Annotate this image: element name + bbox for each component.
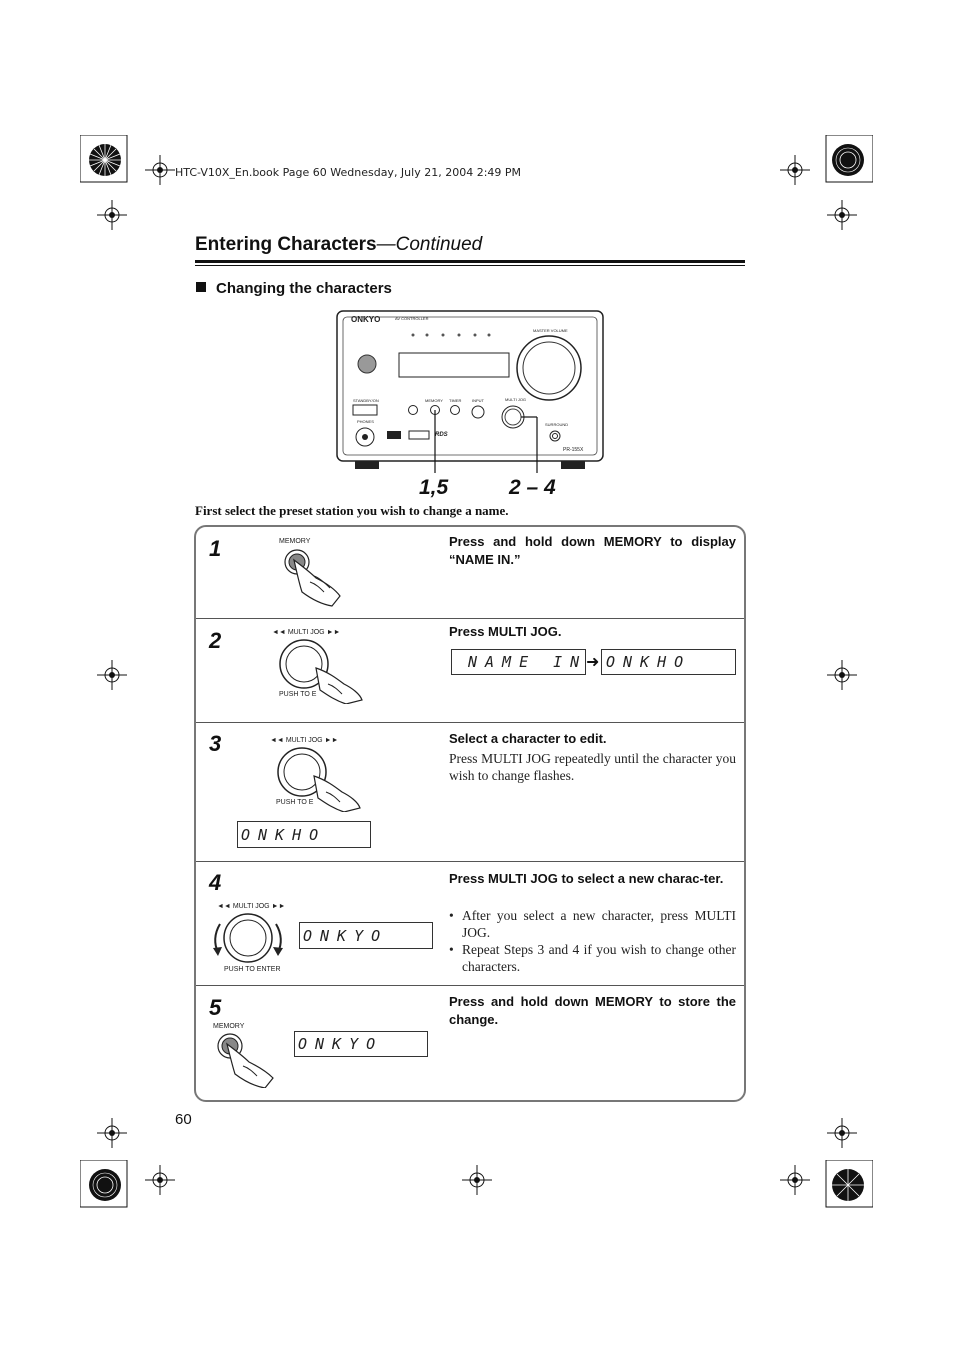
step4-bullet-2 [449, 941, 736, 975]
step2-lcd-after-text: ONKHO [606, 653, 692, 671]
step3-multijog-text: MULTI JOG [285, 737, 323, 744]
crosshair-mark-10 [462, 1165, 492, 1195]
registration-mark-top-left [80, 135, 130, 185]
step4-multijog-label: ◄◄ MULTI JOG ►► [217, 903, 286, 910]
page-title [195, 234, 482, 256]
page-title-continued: —Continued [376, 234, 483, 255]
step4-rotate-jog-icon [210, 910, 290, 966]
step-separator-2 [196, 722, 744, 723]
crosshair-mark-3 [97, 200, 127, 230]
device-memory-label: MEMORY [425, 398, 443, 403]
device-model-label: PR-155X [563, 447, 584, 453]
step-separator-4 [196, 985, 744, 986]
device-av-label: AV CONTROLLER [395, 316, 429, 321]
device-illustration [335, 309, 605, 473]
device-brand: ONKYO [351, 315, 381, 324]
step-number-1: 1 [209, 536, 222, 561]
callout-steps-2-4: 2 – 4 [509, 476, 556, 499]
crosshair-mark-1 [145, 155, 175, 185]
title-rule-thin [195, 265, 745, 266]
crosshair-mark-5 [97, 660, 127, 690]
crosshair-mark-9 [145, 1165, 175, 1195]
step2-heading: Press MULTI JOG. [449, 624, 562, 639]
step4-bullet-2-text: Repeat Steps 3 and 4 if you wish to change other characters. [462, 942, 736, 974]
step2-lcd-before [451, 649, 586, 675]
step2-lcd-after [601, 649, 736, 675]
step-number-2: 2 [209, 628, 222, 653]
section-heading [196, 280, 392, 297]
bullet-dot-icon: • [449, 942, 454, 957]
file-info-line: HTC-V10X_En.book Page 60 Wednesday, July 21, 2004 2:49 PM [175, 166, 522, 179]
step3-multijog-label: ◄◄ MULTI JOG ►► [270, 737, 339, 744]
step4-heading: Press MULTI JOG to select a new charac-ter. [449, 871, 724, 886]
step1-heading: Press and hold down MEMORY to display “NAME IN.” [449, 534, 736, 567]
registration-mark-bottom-left [80, 1160, 130, 1210]
registration-mark-top-right [823, 135, 873, 185]
step2-multijog-label: ◄◄ MULTI JOG ►► [272, 629, 341, 636]
registration-mark-bottom-right [823, 1160, 873, 1210]
step3-body: Press MULTI JOG repeatedly until the character you wish to change flashes. [449, 751, 736, 783]
crosshair-mark-7 [97, 1118, 127, 1148]
page-number: 60 [175, 1111, 192, 1128]
step-separator-1 [196, 618, 744, 619]
crosshair-mark-8 [827, 1118, 857, 1148]
crosshair-mark-11 [780, 1165, 810, 1195]
section-heading-text: Changing the characters [216, 280, 392, 297]
step4-bullet-1 [449, 907, 736, 941]
device-standby-label: STANDBY/ON [353, 398, 379, 403]
step-number-4: 4 [209, 870, 222, 895]
step1-memory-label: MEMORY [279, 538, 311, 545]
step2-lcd-before-text: NAME IN [468, 653, 588, 671]
title-rule-thick [195, 260, 745, 263]
step4-push-label: PUSH TO ENTER [224, 966, 281, 973]
bullet-dot-icon: • [449, 908, 454, 923]
device-multijog-label: MULTI JOG [505, 397, 527, 402]
step4-multijog-text: MULTI JOG [232, 903, 270, 910]
page-title-main: Entering Characters [195, 234, 377, 255]
step5-memory-label: MEMORY [213, 1023, 245, 1030]
callout-steps-1-5: 1,5 [419, 476, 449, 499]
crosshair-mark-6 [827, 660, 857, 690]
step3-push-label: PUSH TO E [276, 799, 314, 806]
square-bullet-icon [196, 282, 206, 292]
step3-lcd-text: ONKHO [241, 826, 327, 844]
device-rds-label: RDS [435, 432, 448, 438]
step5-press-button-icon [214, 1032, 294, 1088]
device-volume-label: MASTER VOLUME [533, 328, 568, 333]
step4-lcd-text: ONKYO [303, 927, 389, 945]
step-number-5: 5 [209, 995, 222, 1020]
device-surround-label: SURROUND [545, 422, 569, 427]
device-input-label: INPUT [472, 398, 484, 403]
step5-lcd-text: ONKYO [298, 1035, 384, 1053]
intro-text: First select the preset station you wish to change a name. [195, 503, 509, 518]
step-separator-3 [196, 861, 744, 862]
step2-push-label: PUSH TO E [279, 691, 317, 698]
step5-lcd [294, 1031, 428, 1057]
arrow-right-icon: ➜ [586, 654, 600, 671]
step3-lcd [237, 821, 371, 848]
device-phones-label: PHONES [357, 419, 374, 424]
step2-multijog-text: MULTI JOG [287, 629, 325, 636]
step5-heading: Press and hold down MEMORY to store the change. [449, 994, 736, 1027]
step1-press-button-icon [280, 548, 360, 608]
step4-lcd [299, 922, 433, 949]
crosshair-mark-2 [780, 155, 810, 185]
step-number-3: 3 [209, 731, 222, 756]
device-timer-label: TIMER [449, 398, 462, 403]
step3-heading: Select a character to edit. [449, 731, 607, 746]
step4-bullet-1-text: After you select a new character, press MULTI JOG. [462, 908, 736, 940]
crosshair-mark-4 [827, 200, 857, 230]
